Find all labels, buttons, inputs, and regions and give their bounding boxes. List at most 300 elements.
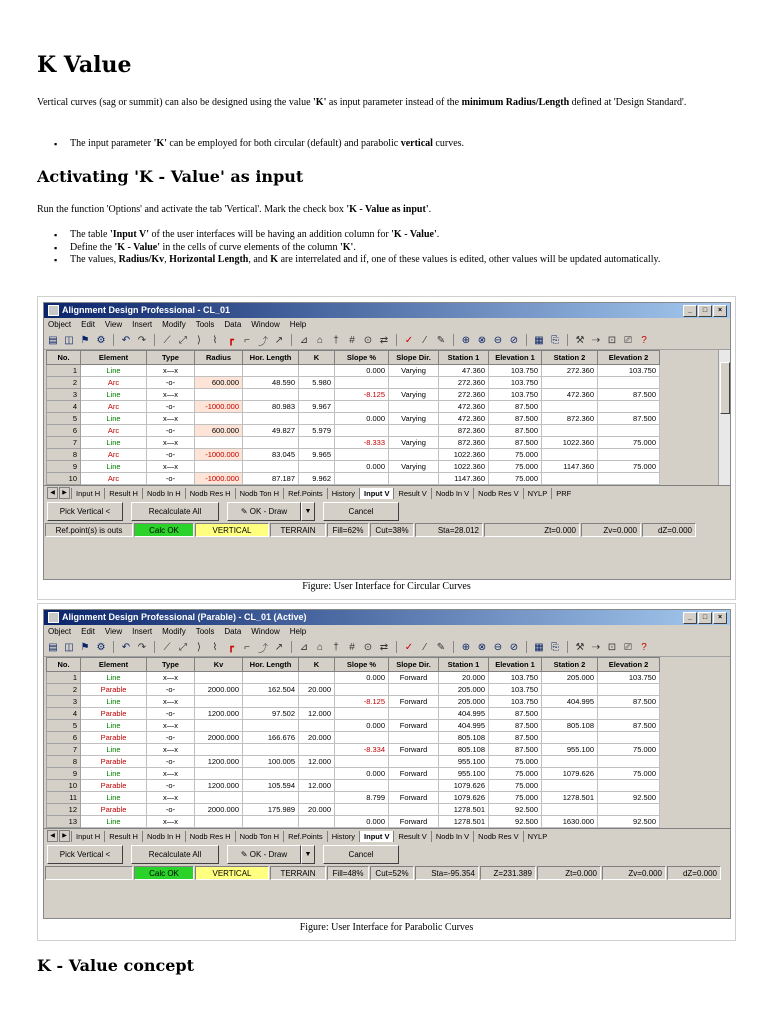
table-cell[interactable] [542, 425, 598, 437]
table-cell[interactable]: 1200.000 [195, 780, 243, 792]
ok-draw-split-button[interactable] [227, 502, 315, 521]
menu-help[interactable]: Help [289, 320, 307, 329]
table-cell[interactable] [299, 792, 335, 804]
table-cell[interactable] [598, 684, 660, 696]
table-cell[interactable]: 103.750 [489, 672, 542, 684]
table-cell[interactable]: 205.000 [439, 684, 489, 696]
table-cell[interactable] [335, 401, 389, 413]
table-cell[interactable]: 4 [47, 401, 81, 413]
table-cell[interactable] [389, 708, 439, 720]
table-cell[interactable]: -8.125 [335, 696, 389, 708]
table-row[interactable] [47, 696, 660, 708]
tab-input-h[interactable]: Input H [71, 488, 104, 499]
tab-nodb-res-v[interactable]: Nodb Res V [473, 831, 522, 842]
table-cell[interactable]: 83.045 [243, 449, 299, 461]
table-icon[interactable]: ▦ [534, 334, 544, 346]
scrollbar-thumb[interactable] [720, 362, 730, 414]
table-cell[interactable] [299, 720, 335, 732]
table-cell[interactable]: Parable [81, 708, 147, 720]
corner-tool-icon[interactable]: ┏ [227, 641, 235, 653]
table-cell[interactable]: 75.000 [489, 780, 542, 792]
table-cell[interactable]: 5.980 [299, 377, 335, 389]
table-cell[interactable] [542, 684, 598, 696]
tab-nodb-res-h[interactable]: Nodb Res H [185, 831, 235, 842]
table-cell[interactable] [195, 744, 243, 756]
curve-tool-icon[interactable]: ⟩ [197, 334, 201, 346]
table-cell[interactable] [598, 756, 660, 768]
tab-next-icon[interactable]: ▶ [59, 487, 70, 499]
tab-prev-icon[interactable]: ◀ [47, 487, 58, 499]
table-cell[interactable]: Varying [389, 437, 439, 449]
table-cell[interactable]: 12.000 [299, 708, 335, 720]
table-cell[interactable]: -1000.000 [195, 449, 243, 461]
table-cell[interactable] [243, 720, 299, 732]
table-cell[interactable] [335, 377, 389, 389]
table-cell[interactable]: 103.750 [489, 696, 542, 708]
table-cell[interactable]: 3 [47, 696, 81, 708]
table-cell[interactable]: -o- [147, 756, 195, 768]
table-cell[interactable]: Line [81, 720, 147, 732]
pencil-icon[interactable]: ✎ [436, 334, 446, 346]
table-cell[interactable]: Parable [81, 732, 147, 744]
spline-tool-icon[interactable]: ⌇ [212, 334, 218, 346]
zoom-window-icon[interactable]: ⊗ [477, 334, 487, 346]
table-cell[interactable]: 103.750 [489, 389, 542, 401]
table-cell[interactable] [542, 473, 598, 485]
table-cell[interactable]: -o- [147, 804, 195, 816]
table-cell[interactable]: 1022.360 [439, 461, 489, 473]
export-icon[interactable]: ⎚ [624, 641, 632, 653]
table-cell[interactable]: -o- [147, 473, 195, 485]
table-icon[interactable]: ▦ [534, 641, 544, 653]
table-cell[interactable] [389, 756, 439, 768]
table-cell[interactable]: 1278.501 [439, 804, 489, 816]
cross-icon[interactable]: † [333, 641, 339, 653]
table-cell[interactable]: x—x [147, 696, 195, 708]
table-cell[interactable]: 1 [47, 672, 81, 684]
recalculate-all-button[interactable]: Recalculate All [131, 845, 219, 864]
table-cell[interactable]: Forward [389, 768, 439, 780]
table-cell[interactable]: x—x [147, 744, 195, 756]
zoom-out-icon[interactable]: ⊖ [493, 334, 503, 346]
table-cell[interactable]: 404.995 [439, 720, 489, 732]
table-cell[interactable]: -o- [147, 684, 195, 696]
table-cell[interactable] [389, 401, 439, 413]
table-cell[interactable] [195, 816, 243, 828]
table-cell[interactable]: 75.000 [489, 449, 542, 461]
table-cell[interactable]: 5 [47, 413, 81, 425]
menu-data[interactable]: Data [224, 320, 242, 329]
table-cell[interactable]: Varying [389, 461, 439, 473]
table-cell[interactable]: 404.995 [542, 696, 598, 708]
table-row[interactable] [47, 461, 660, 473]
table-cell[interactable]: 162.504 [243, 684, 299, 696]
line-tool-icon[interactable]: ⟋ [163, 641, 171, 653]
menu-window[interactable]: Window [251, 627, 280, 636]
table-cell[interactable]: x—x [147, 768, 195, 780]
table-cell[interactable] [389, 425, 439, 437]
table-cell[interactable]: 87.500 [598, 413, 660, 425]
table-cell[interactable]: 0.000 [335, 720, 389, 732]
table-row[interactable] [47, 437, 660, 449]
table-cell[interactable] [389, 473, 439, 485]
table-cell[interactable]: 87.187 [243, 473, 299, 485]
table-cell[interactable]: Line [81, 461, 147, 473]
table-cell[interactable]: 87.500 [598, 720, 660, 732]
tab-nylp[interactable]: NYLP [523, 488, 552, 499]
maximize-button[interactable]: □ [698, 305, 712, 317]
table-cell[interactable]: Line [81, 413, 147, 425]
table-cell[interactable]: 75.000 [489, 756, 542, 768]
cancel-button[interactable]: Cancel [323, 502, 399, 521]
table-cell[interactable]: 87.500 [598, 696, 660, 708]
table-cell[interactable]: 10 [47, 780, 81, 792]
table-cell[interactable] [389, 804, 439, 816]
menu-view[interactable]: View [104, 627, 123, 636]
table-cell[interactable]: 75.000 [598, 768, 660, 780]
tab-history[interactable]: History [327, 831, 359, 842]
table-cell[interactable]: 92.500 [598, 816, 660, 828]
tab-result-v[interactable]: Result V [393, 488, 430, 499]
table-cell[interactable]: x—x [147, 816, 195, 828]
line-tool-icon[interactable]: ⟋ [163, 334, 171, 346]
table-row[interactable] [47, 780, 660, 792]
table-cell[interactable]: 600.000 [195, 425, 243, 437]
table-row[interactable] [47, 449, 660, 461]
table-cell[interactable]: 12.000 [299, 756, 335, 768]
close-button[interactable]: × [713, 612, 727, 624]
table-cell[interactable] [598, 780, 660, 792]
table-cell[interactable]: 2000.000 [195, 804, 243, 816]
table-cell[interactable] [299, 461, 335, 473]
table-cell[interactable] [598, 425, 660, 437]
table-cell[interactable]: 4 [47, 708, 81, 720]
table-cell[interactable]: Parable [81, 756, 147, 768]
table-cell[interactable]: 8 [47, 449, 81, 461]
table-row[interactable] [47, 401, 660, 413]
dropdown-arrow-icon[interactable]: ▼ [301, 845, 315, 864]
table-cell[interactable] [243, 792, 299, 804]
tab-nodb-in-v[interactable]: Nodb In V [431, 488, 473, 499]
menu-view[interactable]: View [104, 320, 123, 329]
table-cell[interactable]: -8.125 [335, 389, 389, 401]
fillet-tool-icon[interactable]: ⤴ [258, 336, 268, 348]
table-cell[interactable]: 0.000 [335, 365, 389, 377]
table-row[interactable] [47, 365, 660, 377]
table-cell[interactable] [195, 792, 243, 804]
table-cell[interactable]: 600.000 [195, 377, 243, 389]
zoom-all-icon[interactable]: ⊘ [509, 641, 519, 653]
pick-vertical-button[interactable]: Pick Vertical < [47, 845, 123, 864]
table-cell[interactable]: 103.750 [598, 672, 660, 684]
table-cell[interactable]: 175.989 [243, 804, 299, 816]
table-cell[interactable]: 272.360 [542, 365, 598, 377]
table-cell[interactable]: -1000.000 [195, 401, 243, 413]
pen-icon[interactable]: ⁄ [424, 641, 426, 653]
table-cell[interactable]: 2 [47, 377, 81, 389]
dropdown-arrow-icon[interactable]: ▼ [301, 502, 315, 521]
table-cell[interactable]: 105.594 [243, 780, 299, 792]
tab-nodb-in-v[interactable]: Nodb In V [431, 831, 473, 842]
table-cell[interactable]: 75.000 [489, 461, 542, 473]
table-cell[interactable] [195, 389, 243, 401]
table-cell[interactable]: Parable [81, 804, 147, 816]
table-cell[interactable]: Forward [389, 720, 439, 732]
table-cell[interactable] [195, 365, 243, 377]
table-cell[interactable] [335, 708, 389, 720]
spline-tool-icon[interactable]: ⌇ [212, 641, 218, 653]
table-row[interactable] [47, 377, 660, 389]
table-cell[interactable] [335, 756, 389, 768]
table-cell[interactable]: 13 [47, 816, 81, 828]
table-cell[interactable] [542, 732, 598, 744]
table-cell[interactable]: 6 [47, 425, 81, 437]
table-cell[interactable] [542, 780, 598, 792]
table-cell[interactable]: 103.750 [489, 684, 542, 696]
table-cell[interactable]: 872.360 [439, 425, 489, 437]
tab-prf[interactable]: PRF [551, 488, 575, 499]
table-cell[interactable]: 103.750 [489, 377, 542, 389]
table-cell[interactable]: Forward [389, 696, 439, 708]
tab-result-h[interactable]: Result H [104, 831, 142, 842]
table-cell[interactable]: 87.500 [489, 413, 542, 425]
table-cell[interactable]: 805.108 [439, 744, 489, 756]
tab-nodb-res-h[interactable]: Nodb Res H [185, 488, 235, 499]
table-cell[interactable] [335, 780, 389, 792]
table-cell[interactable] [299, 365, 335, 377]
grid-icon[interactable]: # [349, 334, 355, 346]
data-grid[interactable] [46, 350, 660, 485]
table-cell[interactable]: 3 [47, 389, 81, 401]
table-cell[interactable]: Forward [389, 672, 439, 684]
minimize-button[interactable]: _ [683, 612, 697, 624]
triangle-icon[interactable]: ⊿ [299, 334, 309, 346]
table-cell[interactable]: 20.000 [299, 684, 335, 696]
menu-data[interactable]: Data [224, 627, 242, 636]
table-cell[interactable] [243, 461, 299, 473]
table-row[interactable] [47, 425, 660, 437]
table-cell[interactable]: 20.000 [299, 732, 335, 744]
cancel-button[interactable]: Cancel [323, 845, 399, 864]
table-cell[interactable]: 0.000 [335, 413, 389, 425]
circle-icon[interactable]: ⊙ [363, 334, 373, 346]
table-cell[interactable] [542, 449, 598, 461]
table-cell[interactable]: Forward [389, 744, 439, 756]
table-cell[interactable] [335, 804, 389, 816]
file-icon[interactable]: ▤ [48, 334, 58, 346]
table-row[interactable] [47, 756, 660, 768]
save-icon[interactable]: ⚑ [80, 641, 90, 653]
table-row[interactable] [47, 684, 660, 696]
table-cell[interactable]: Line [81, 792, 147, 804]
tab-nodb-in-h[interactable]: Nodb In H [142, 831, 185, 842]
table-cell[interactable]: 404.995 [439, 708, 489, 720]
table-cell[interactable]: 472.360 [439, 401, 489, 413]
table-row[interactable] [47, 744, 660, 756]
table-cell[interactable] [598, 804, 660, 816]
table-cell[interactable]: 87.500 [598, 389, 660, 401]
table-cell[interactable]: 272.360 [439, 377, 489, 389]
table-cell[interactable]: 5 [47, 720, 81, 732]
table-cell[interactable] [598, 732, 660, 744]
table-cell[interactable]: 955.100 [542, 744, 598, 756]
table-cell[interactable]: 75.000 [598, 461, 660, 473]
table-cell[interactable]: 205.000 [542, 672, 598, 684]
swap-icon[interactable]: ⇄ [379, 334, 389, 346]
arc-tool-icon[interactable]: ⤢ [179, 334, 187, 346]
table-cell[interactable]: Line [81, 437, 147, 449]
table-cell[interactable]: x—x [147, 389, 195, 401]
menu-object[interactable]: Object [48, 320, 72, 329]
table-cell[interactable] [195, 672, 243, 684]
tab-nodb-res-v[interactable]: Nodb Res V [473, 488, 522, 499]
table-cell[interactable] [195, 696, 243, 708]
undo-icon[interactable]: ↶ [121, 641, 131, 653]
window-icon[interactable]: ⊡ [607, 641, 617, 653]
table-cell[interactable]: 8 [47, 756, 81, 768]
table-cell[interactable]: 2000.000 [195, 684, 243, 696]
circle-icon[interactable]: ⊙ [363, 641, 373, 653]
table-cell[interactable]: Varying [389, 413, 439, 425]
tab-result-h[interactable]: Result H [104, 488, 142, 499]
table-cell[interactable] [299, 816, 335, 828]
table-cell[interactable] [389, 684, 439, 696]
ok-draw-button[interactable] [227, 502, 301, 521]
table-cell[interactable] [299, 413, 335, 425]
menu-modify[interactable]: Modify [162, 627, 186, 636]
table-cell[interactable] [243, 413, 299, 425]
table-cell[interactable]: 9.962 [299, 473, 335, 485]
table-cell[interactable]: 9.967 [299, 401, 335, 413]
table-cell[interactable]: 1022.360 [439, 449, 489, 461]
table-cell[interactable]: 6 [47, 732, 81, 744]
tab-history[interactable]: History [327, 488, 359, 499]
table-cell[interactable]: 12 [47, 804, 81, 816]
table-cell[interactable]: x—x [147, 413, 195, 425]
menu-window[interactable]: Window [251, 320, 280, 329]
table-cell[interactable] [243, 744, 299, 756]
bend-tool-icon[interactable]: ⌐ [244, 334, 250, 346]
check-icon[interactable]: ✓ [404, 641, 414, 653]
triangle-icon[interactable]: ⊿ [299, 641, 309, 653]
menu-object[interactable]: Object [48, 627, 72, 636]
table-cell[interactable] [389, 449, 439, 461]
table-cell[interactable]: -o- [147, 377, 195, 389]
pencil-icon[interactable]: ✎ [436, 641, 446, 653]
table-cell[interactable]: 805.108 [542, 720, 598, 732]
table-row[interactable] [47, 708, 660, 720]
table-row[interactable] [47, 804, 660, 816]
table-cell[interactable] [598, 473, 660, 485]
table-cell[interactable]: x—x [147, 365, 195, 377]
tools-icon[interactable]: ⚒ [575, 641, 585, 653]
table-cell[interactable]: 1200.000 [195, 708, 243, 720]
table-cell[interactable]: 87.500 [489, 732, 542, 744]
table-cell[interactable]: Forward [389, 792, 439, 804]
table-cell[interactable]: 2 [47, 684, 81, 696]
copy-icon[interactable]: ⎘ [551, 334, 559, 346]
minimize-button[interactable]: _ [683, 305, 697, 317]
table-row[interactable] [47, 768, 660, 780]
table-row[interactable] [47, 473, 660, 485]
copy-icon[interactable]: ⎘ [551, 641, 559, 653]
menu-tools[interactable]: Tools [195, 627, 215, 636]
table-cell[interactable]: 2000.000 [195, 732, 243, 744]
tab-input-h[interactable]: Input H [71, 831, 104, 842]
table-row[interactable] [47, 732, 660, 744]
table-cell[interactable]: 92.500 [489, 816, 542, 828]
table-cell[interactable]: Line [81, 744, 147, 756]
tab-input-v[interactable]: Input V [359, 831, 393, 842]
file-icon[interactable]: ▤ [48, 641, 58, 653]
table-cell[interactable]: 92.500 [598, 792, 660, 804]
table-cell[interactable]: Arc [81, 449, 147, 461]
table-cell[interactable] [299, 672, 335, 684]
table-cell[interactable]: Line [81, 389, 147, 401]
table-cell[interactable]: Varying [389, 389, 439, 401]
house-icon[interactable]: ⌂ [316, 334, 324, 346]
table-cell[interactable]: 92.500 [489, 804, 542, 816]
table-cell[interactable] [243, 389, 299, 401]
table-cell[interactable]: 75.000 [598, 744, 660, 756]
menu-edit[interactable]: Edit [81, 627, 95, 636]
tab-ref-points[interactable]: Ref.Points [283, 831, 327, 842]
table-cell[interactable]: Arc [81, 377, 147, 389]
table-cell[interactable]: 9.965 [299, 449, 335, 461]
close-button[interactable]: × [713, 305, 727, 317]
data-grid[interactable] [46, 657, 660, 828]
table-cell[interactable] [389, 780, 439, 792]
table-cell[interactable] [299, 437, 335, 449]
table-cell[interactable]: 1278.501 [439, 816, 489, 828]
table-cell[interactable]: 1630.000 [542, 816, 598, 828]
table-cell[interactable]: 87.500 [489, 425, 542, 437]
table-cell[interactable]: 48.590 [243, 377, 299, 389]
tab-input-v[interactable]: Input V [359, 488, 393, 499]
open-icon[interactable]: ◫ [64, 334, 74, 346]
table-cell[interactable]: -8.333 [335, 437, 389, 449]
table-cell[interactable] [243, 696, 299, 708]
table-cell[interactable]: 166.676 [243, 732, 299, 744]
redo-icon[interactable]: ↷ [137, 641, 147, 653]
table-cell[interactable]: -o- [147, 732, 195, 744]
table-cell[interactable]: 472.360 [439, 413, 489, 425]
extend-tool-icon[interactable]: ↗ [274, 641, 284, 653]
menu-tools[interactable]: Tools [195, 320, 215, 329]
vertical-scrollbar[interactable] [718, 350, 730, 485]
zoom-icon[interactable]: ⊕ [461, 334, 471, 346]
table-cell[interactable]: x—x [147, 720, 195, 732]
table-cell[interactable]: x—x [147, 792, 195, 804]
open-icon[interactable]: ◫ [64, 641, 74, 653]
table-cell[interactable]: 20.000 [299, 804, 335, 816]
table-cell[interactable]: 103.750 [598, 365, 660, 377]
table-cell[interactable]: 872.360 [542, 413, 598, 425]
table-cell[interactable]: 87.500 [489, 708, 542, 720]
table-cell[interactable] [243, 365, 299, 377]
table-cell[interactable]: 1147.360 [542, 461, 598, 473]
table-cell[interactable] [598, 708, 660, 720]
export-icon[interactable]: ⎚ [624, 334, 632, 346]
ok-draw-split-button[interactable] [227, 845, 315, 864]
table-cell[interactable]: -o- [147, 401, 195, 413]
tab-result-v[interactable]: Result V [393, 831, 430, 842]
tab-nodb-ton-h[interactable]: Nodb Ton H [235, 831, 283, 842]
table-cell[interactable] [598, 449, 660, 461]
arc-tool-icon[interactable]: ⤢ [179, 641, 187, 653]
table-cell[interactable]: 955.100 [439, 756, 489, 768]
table-cell[interactable] [299, 744, 335, 756]
